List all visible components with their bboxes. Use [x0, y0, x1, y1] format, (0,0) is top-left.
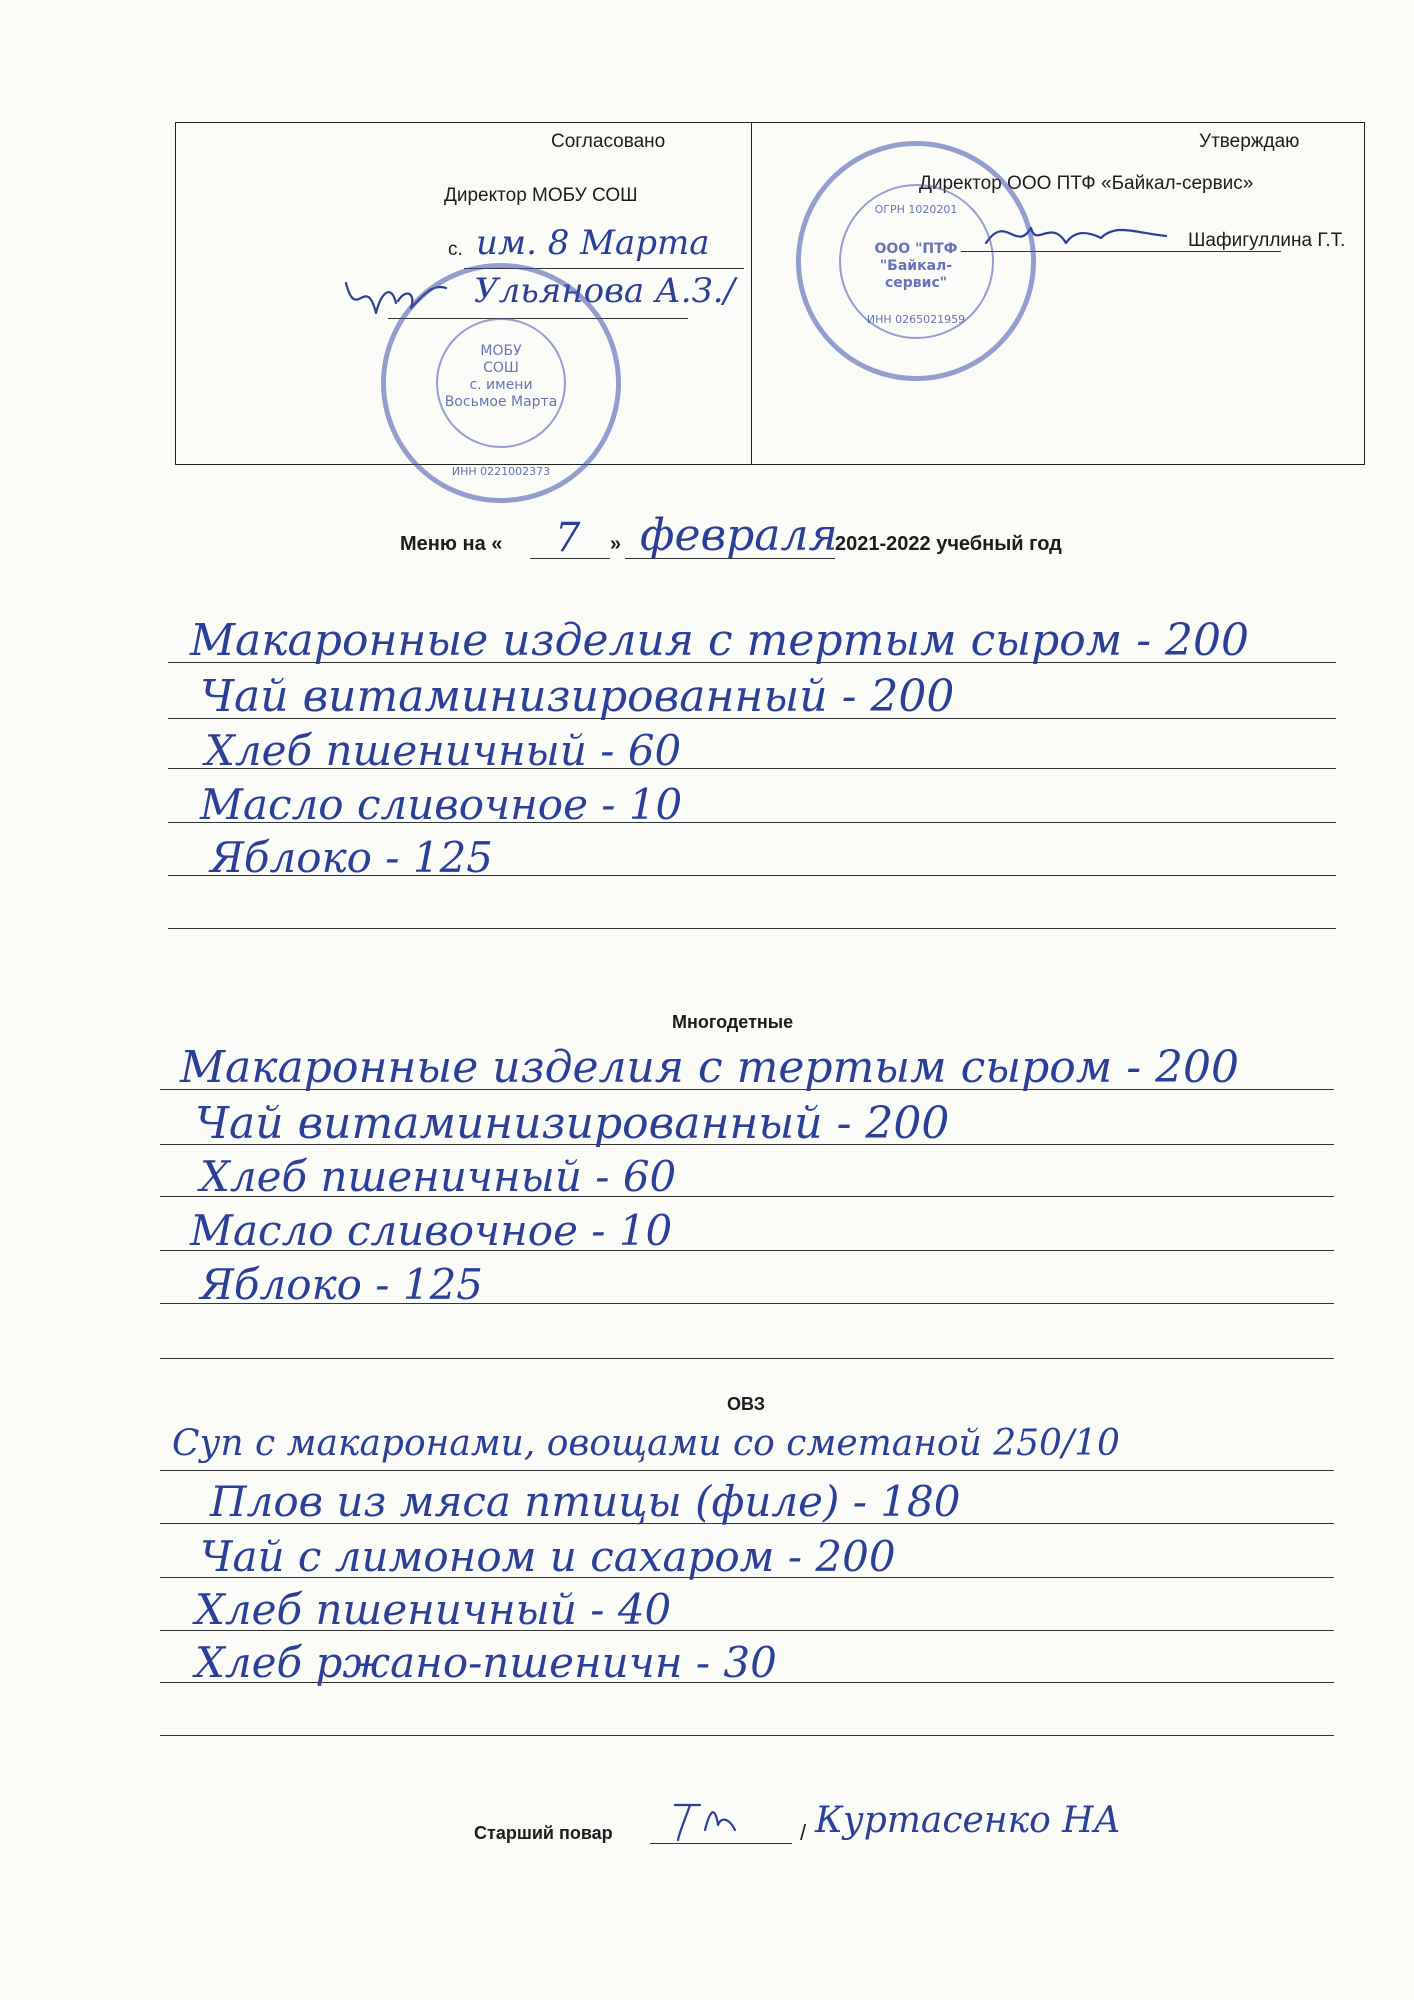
company-director-name: Шафигуллина Г.Т. [1188, 230, 1346, 251]
school-director-label: Директор МОБУ СОШ [444, 185, 638, 206]
signature-slash: / [800, 1820, 807, 1845]
menu-item: Макаронные изделия с тертым сыром - 200 [190, 615, 1250, 666]
agreed-title: Согласовано [551, 131, 666, 152]
school-stamp: МОБУ СОШ с. имени Восьмое Марта ИНН 0221002373 [381, 263, 621, 503]
menu-item: Макаронные изделия с тертым сыром - 200 [180, 1042, 1240, 1093]
menu-item: Хлеб ржано-пшеничн - 30 [195, 1638, 777, 1687]
menu-item: Чай витаминизированный - 200 [200, 671, 955, 722]
menu-month: февраля [640, 510, 838, 561]
menu-item: Яблоко - 125 [200, 1260, 484, 1309]
menu-day: 7 [555, 515, 581, 561]
village-prefix: с. [448, 239, 463, 260]
large-families-heading: Многодетные [672, 1012, 794, 1032]
approve-title: Утверждаю [1199, 131, 1300, 152]
menu-item: Хлеб пшеничный - 60 [200, 1152, 677, 1201]
approval-divider [751, 123, 752, 464]
menu-item: Плов из мяса птицы (филе) - 180 [210, 1477, 961, 1526]
menu-item: Чай с лимоном и сахаром - 200 [200, 1532, 896, 1581]
menu-item: Масло сливочное - 10 [200, 780, 683, 829]
company-stamp: ООО "ПТФ "Байкал-сервис" ОГРН 1020201 ИНН 0265021959 [796, 141, 1036, 381]
approval-box [175, 122, 1365, 478]
school-director-signature-name: Ульянова А.З./ [474, 271, 735, 311]
day-line [530, 558, 610, 559]
menu-item: Масло сливочное - 10 [190, 1206, 673, 1255]
menu-title-prefix: Меню на « [400, 533, 503, 555]
company-director-label: Директор ООО ПТФ «Байкал-сервис» [919, 173, 1254, 194]
menu-item: Хлеб пшеничный - 60 [205, 726, 682, 775]
menu-title-mid: » [610, 533, 622, 555]
ovz-heading: ОВЗ [727, 1394, 766, 1414]
chef-signature-line [650, 1843, 792, 1844]
menu-item: Хлеб пшеничный - 40 [195, 1585, 672, 1634]
menu-title-suffix: 2021-2022 учебный год [835, 533, 1062, 555]
menu-item: Чай витаминизированный - 200 [195, 1098, 950, 1149]
menu-item: Яблоко - 125 [210, 833, 494, 882]
chef-name: Куртасенко НА [815, 1800, 1121, 1841]
month-line [625, 558, 835, 559]
chef-signature [660, 1795, 770, 1845]
chef-label: Старший повар [474, 1823, 613, 1843]
menu-item: Суп с макаронами, овощами со сметаной 250/10 [172, 1423, 1120, 1464]
village-handwritten: им. 8 Марта [476, 223, 710, 263]
